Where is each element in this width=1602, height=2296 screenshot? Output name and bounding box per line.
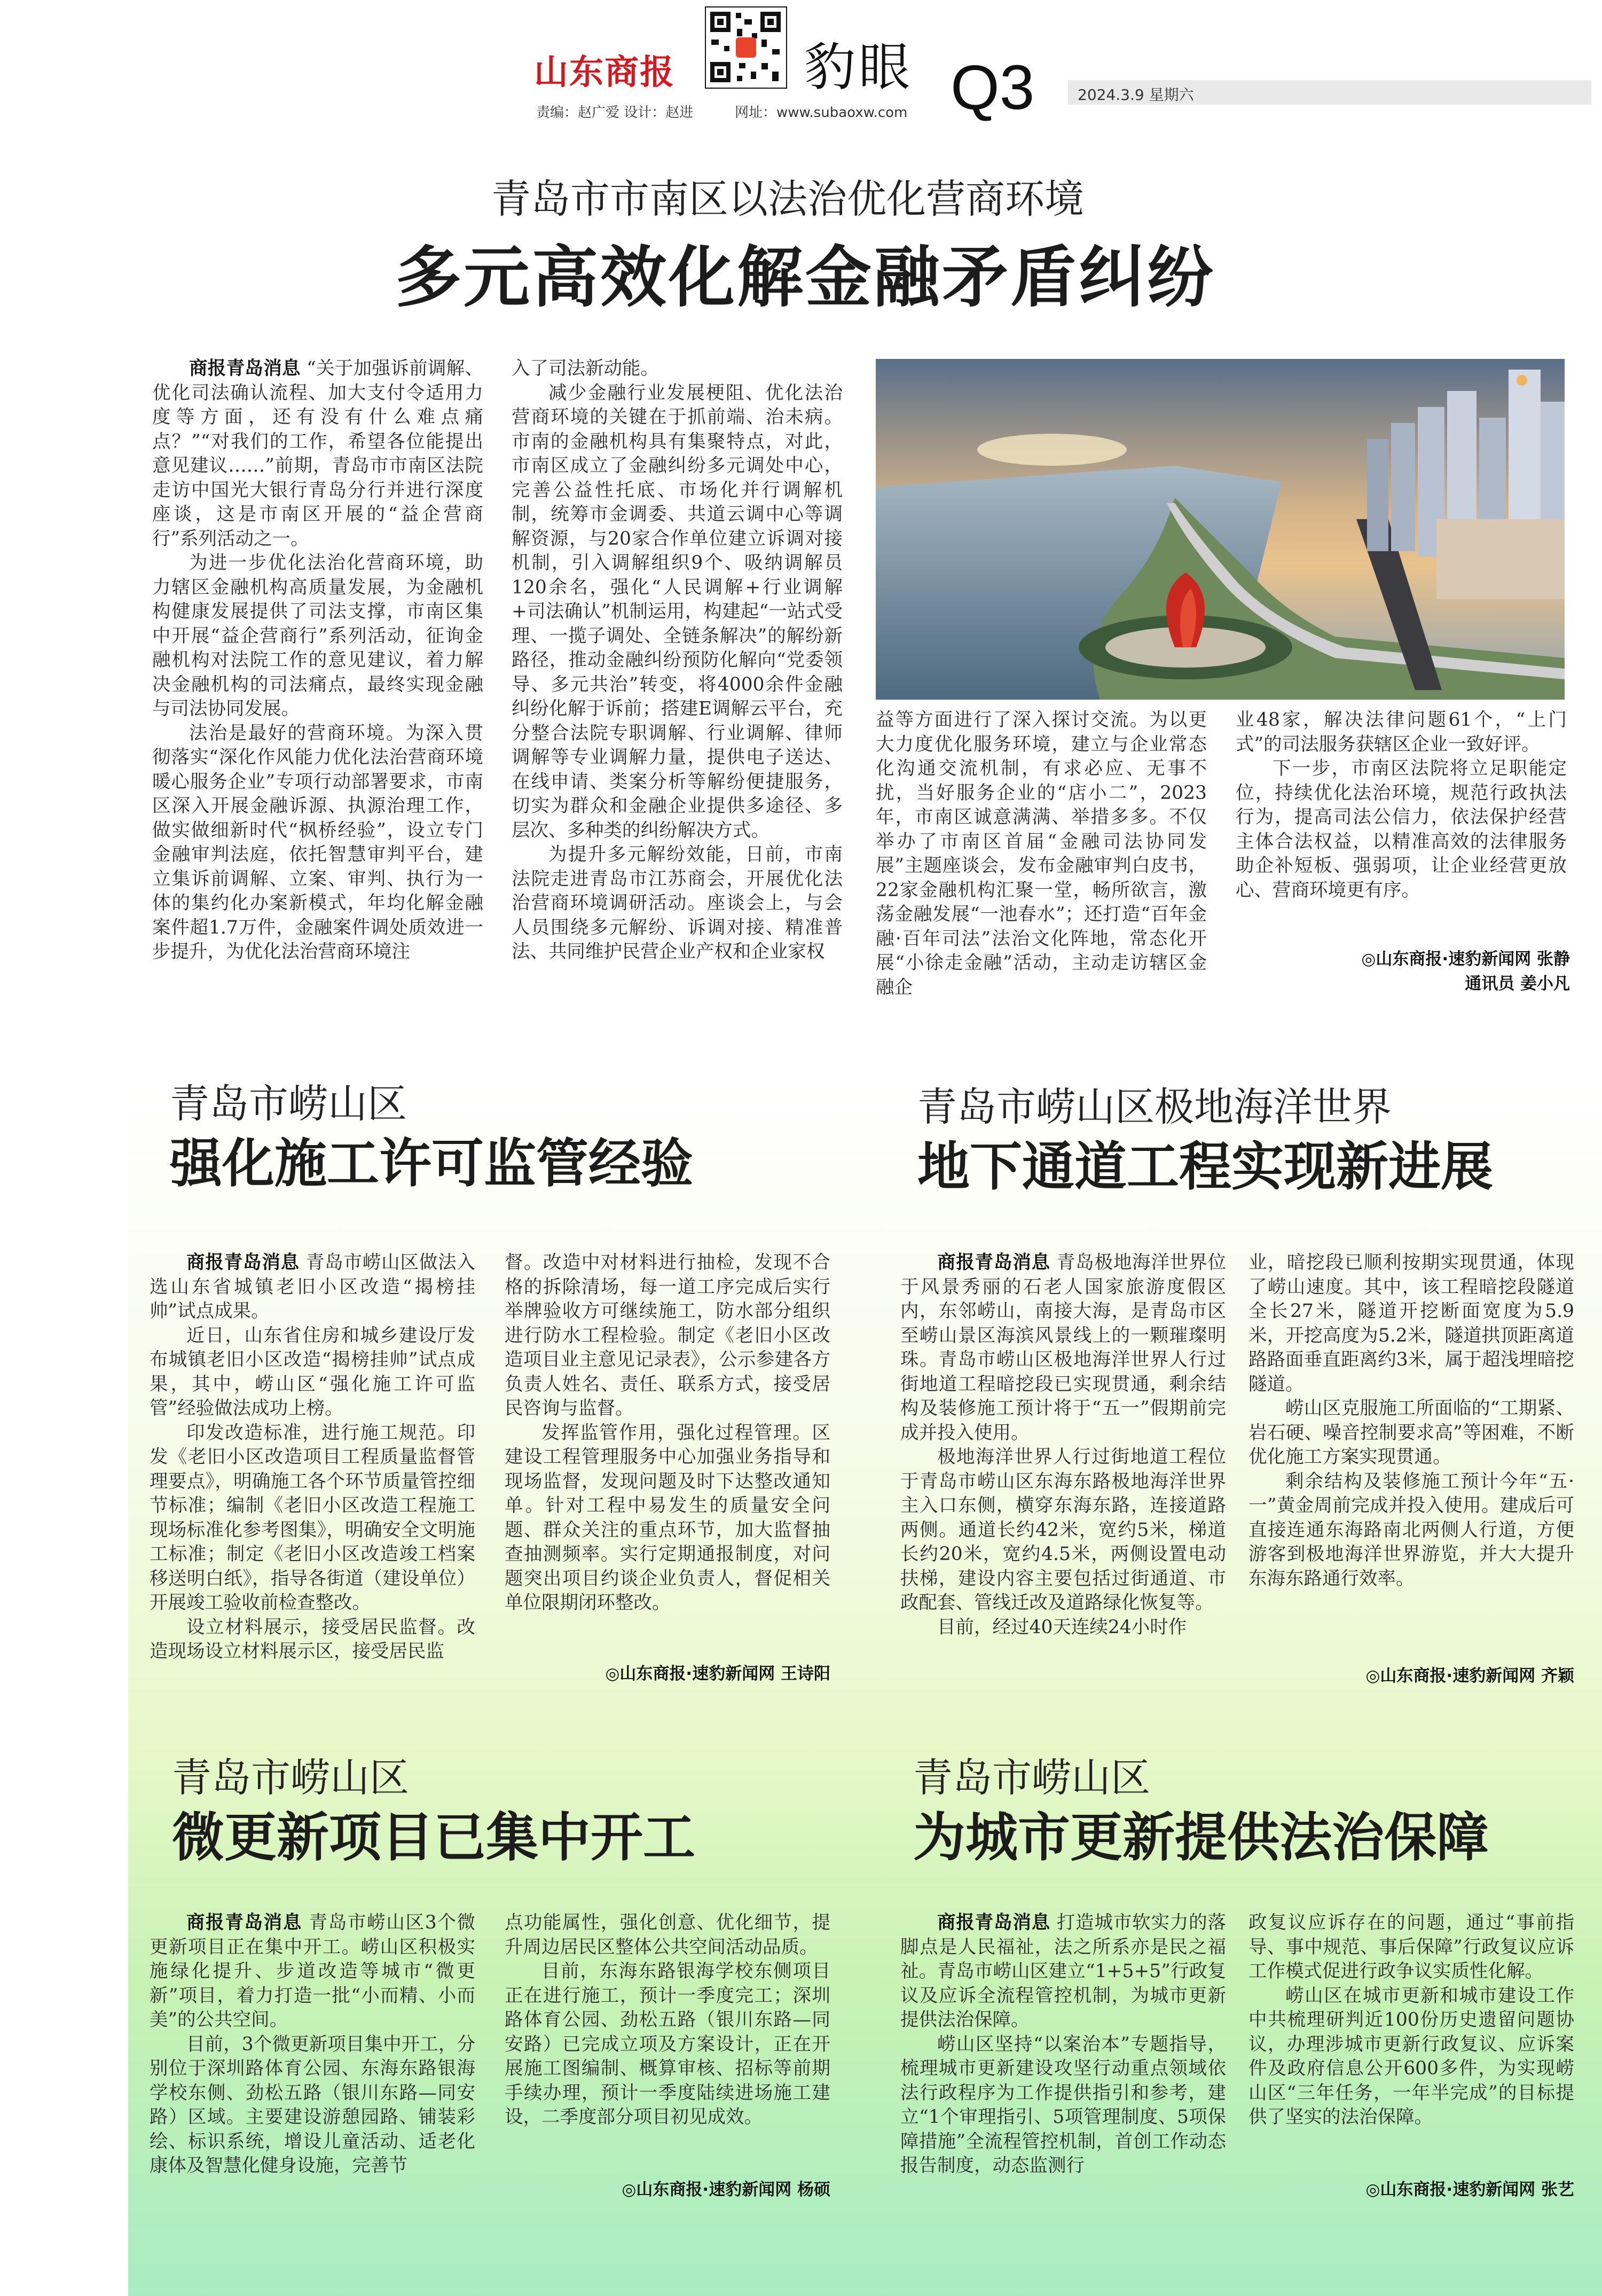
qingdao-skyline-photo	[876, 359, 1565, 700]
paragraph: 下一步，市南区法院将立足职能定位，持续优化法治环境，规范行政执法行为，提高司法公信力，依法保护经营主体合法权益，以精准高效的法律服务助企补短板、强弱项，让企业经营更放心、营商环境更有序。	[1236, 758, 1567, 901]
paragraph: 设立材料展示，接受居民监督。改造现场设立材料展示区，接受居民监	[150, 1616, 475, 1662]
paragraph: 减少金融行业发展梗阻、优化法治营商环境的关键在于抓前端、治未病。市南的金融机构具有集聚特点，对此，市南区成立了金融纠纷多元调处中心，完善公益性托底、市场化并行调解机制，统筹市金调委、共道云调中心等调解资源，与20家合作单位建立诉调对接机制，引入调解组织9个、吸纳调解员120余名，强化“人民调解+行业调解+司法确认”机制运用，构建起“一站式受理、一揽子调处、全链条解决”的解纷新路径，推动金融纠纷预防化解向“党委领导、多元共治”转变，将4000余件金融纠纷化解于诉前；搭建E调解云平台，充分整合法院专职调解、行业调解、律师调解等专业调解力量，提供电子送达、在线申请、类案分析等解纷便捷服务，切实为群众和金融企业提供多途径、多层次、多种类的纠纷解决方式。	[512, 382, 843, 841]
paragraph: 崂山区在城市更新和城市建设工作中共梳理研判近100份历史遗留问题协议，办理涉城市更新行政复议、应诉案件及政府信息公开600多件，为实现崂山区“三年任务，一年半完成”的目标提供了坚实的法治保障。	[1248, 1985, 1574, 2128]
article1-column-1	[152, 357, 483, 965]
article3-column-2	[1248, 1251, 1574, 1591]
article3-column-1	[900, 1251, 1226, 1640]
article4-column-2	[505, 1911, 830, 2130]
column-name: 豹眼	[804, 37, 913, 97]
paragraph: 极地海洋世界人行过街地道工程位于青岛市崂山区东海东路极地海洋世界主入口东侧，横穿东海东路，连接道路两侧。通道长约42米，宽约5米，梯道长约20米，宽约4.5米，两侧设置电动扶梯，建设内容主要包括过街通道、市政配套、管线迁改及道路绿化恢复等。	[900, 1446, 1226, 1613]
lead-label: 商报青岛消息	[937, 1912, 1051, 1933]
paragraph: 法治是最好的营商环境。为深入贯彻落实“深化作风能力优化法治营商环境暖心服务企业”专项行动部署要求，市南区深入开展金融诉源、执源治理工作，做实做细新时代“枫桥经验”，设立专门金融审判法庭，依托智慧审判平台，建立集诉前调解、立案、审判、执行为一体的集约化办案新模式，年均化解金融案件超1.7万件，金融案件调处质效进一步提升，为优化法治营商环境注	[152, 722, 483, 962]
qr-code-icon	[705, 6, 787, 89]
lead-label: 商报青岛消息	[937, 1252, 1051, 1273]
paragraph: 崂山区克服施工所面临的“工期紧、岩石硬、噪音控制要求高”等困难，不断优化施工方案实现贯通。	[1248, 1398, 1574, 1468]
lead-label: 商报青岛消息	[186, 1912, 303, 1933]
newspaper-masthead: 山东商报	[534, 53, 675, 92]
paragraph: 青岛市崂山区做法入选山东省城镇老旧小区改造“揭榜挂帅”试点成果。	[150, 1252, 476, 1322]
article5-kicker: 青岛市崂山区	[913, 1755, 1150, 1801]
article2-headline: 强化施工许可监管经验	[170, 1133, 694, 1194]
paragraph: “关于加强诉前调解、优化司法确认流程、加大支付令适用力度等方面，还有没有什么难点痛点？”“对我们的工作，希望各位能提出意见建议……”前期，青岛市市南区法院走访中国光大银行青岛分行并进行深度座谈，这是市南区开展的“益企营商行”系列活动之一。	[152, 358, 484, 550]
article3-headline: 地下通道工程实现新进展	[917, 1137, 1494, 1197]
paragraph: 目前，东海东路银海学校东侧项目正在进行施工，预计一季度完工；深圳路体育公园、劲松五路（银川东路—同安路）已完成立项及方案设计，正在开展施工图编制、概算审核、招标等前期手续办理，预计一季度陆续进场施工建设，二季度部分项目初见成效。	[505, 1961, 830, 2128]
paragraph: 点功能属性，强化创意、优化细节，提升周边居民区整体公共空间活动品质。	[505, 1912, 830, 1958]
paragraph: 业48家，解决法律问题61个，“上门式”的司法服务获辖区企业一致好评。	[1236, 709, 1567, 755]
article4-headline: 微更新项目已集中开工	[172, 1807, 696, 1868]
editor-credits: 责编：赵广爱 设计：赵进	[536, 105, 694, 121]
article4-byline: ◎山东商报·速豹新闻网 杨硕	[622, 2180, 830, 2199]
article1-headline: 多元高效化解金融矛盾纠纷	[395, 239, 1216, 316]
paragraph: 政复议应诉存在的问题，通过“事前指导、事中规范、事后保障”行政复议应诉工作模式促进行政争议实质性化解。	[1248, 1912, 1574, 1982]
paragraph: 打造城市软实力的落脚点是人民福祉，法之所系亦是民之福祉。青岛市崂山区建立“1+5+5”行政复议及应诉全流程管控机制，为城市更新提供法治保障。	[900, 1912, 1227, 2031]
article1-byline-correspondent: 通讯员 姜小凡	[1465, 974, 1570, 993]
paragraph: 崂山区坚持“以案治本”专题指导，梳理城市更新建设攻坚行动重点领域依法行政程序为工作提供指引和参考，建立“1个审理指引、5项管理制度、5项保障措施”全流程管控机制，首创工作动态报告制度，动态监测行	[900, 2033, 1226, 2176]
article1-byline: ◎山东商报·速豹新闻网 张静	[1361, 950, 1570, 969]
article1-column-2	[512, 357, 843, 965]
article4-column-1	[150, 1911, 475, 2179]
article5-column-1	[900, 1911, 1226, 2179]
paragraph: 青岛市崂山区3个微更新项目正在集中开工。崂山区积极实施绿化提升、步道改造等城市“微更新”项目，着力打造一批“小而精、小而美”的公共空间。	[150, 1912, 475, 2031]
article2-column-1	[150, 1251, 475, 1664]
article4-kicker: 青岛市崂山区	[172, 1755, 409, 1801]
article5-byline: ◎山东商报·速豹新闻网 张艺	[1365, 2180, 1574, 2199]
paragraph: 督。改造中对材料进行抽检，发现不合格的拆除清场，每一道工序完成后实行举牌验收方可继续施工，防水部分组织进行防水工程检验。制定《老旧小区改造项目业主意见记录表》，公示参建各方负责人姓名、责任、联系方式，接受居民咨询与监督。	[505, 1252, 830, 1419]
lead-label: 商报青岛消息	[189, 358, 301, 379]
paragraph: 入了司法新动能。	[512, 358, 659, 379]
article3-byline: ◎山东商报·速豹新闻网 齐颖	[1365, 1666, 1574, 1686]
paragraph: 发挥监管作用，强化过程管理。区建设工程管理服务中心加强业务指导和现场监督，发现问题及时下达整改通知单。针对工程中易发生的质量安全问题、群众关注的重点环节，加大监督抽查抽测频率。实行定期通报制度，对问题突出项目约谈企业负责人，督促相关单位限期闭环整改。	[505, 1422, 830, 1613]
issue-date: 2024.3.9 星期六	[1078, 86, 1194, 104]
paragraph: 近日，山东省住房和城乡建设厅发布城镇老旧小区改造“揭榜挂帅”试点成果，其中，崂山区“强化施工许可监管”经验做法成功上榜。	[150, 1325, 475, 1419]
article1-column-4	[1236, 708, 1567, 903]
lead-label: 商报青岛消息	[186, 1252, 300, 1273]
paragraph: 为进一步优化法治化营商环境，助力辖区金融机构高质量发展，为金融机构健康发展提供了司法支撑，市南区集中开展“益企营商行”系列活动，征询金融机构对法院工作的意见建议，着力解决金融机构的司法痛点，最终实现金融与司法协同发展。	[152, 552, 483, 719]
article2-byline: ◎山东商报·速豹新闻网 王诗阳	[605, 1664, 830, 1683]
paragraph: 青岛极地海洋世界位于风景秀丽的石老人国家旅游度假区内，东邻崂山，南接大海，是青岛市区至崂山景区海滨风景线上的一颗璀璨明珠。青岛市崂山区极地海洋世界人行过街地道工程暗挖段已实现贯通，剩余结构及装修施工预计将于“五一”假期前完成并投入使用。	[900, 1252, 1227, 1444]
paragraph: 印发改造标准，进行施工规范。印发《老旧小区改造项目工程质量监督管理要点》，明确施工各个环节质量管控细节标准；编制《老旧小区改造工程施工现场标准化参考图集》，明确安全文明施工标准；制定《老旧小区改造竣工档案移送明白纸》，指导各街道（建设单位）开展竣工验收前检查整改。	[150, 1422, 475, 1613]
page-number: Q3	[951, 52, 1035, 123]
article5-headline: 为城市更新提供法治保障	[913, 1807, 1489, 1868]
website-url: 网址：www.subaoxw.com	[735, 105, 908, 121]
paragraph: 益等方面进行了深入探讨交流。为以更大力度优化服务环境，建立与企业常态化沟通交流机制，有求必应、无事不扰，当好服务企业的“店小二”，2023年，市南区诚意满满、举措多多。不仅举办了市南区首届“金融司法协同发展”主题座谈会，发布金融审判白皮书，22家金融机构汇聚一堂，畅所欲言，激荡金融发展“一池春水”；还打造“百年金融·百年司法”法治文化阵地，常态化开展“小徐走金融”活动，主动走访辖区金融企	[876, 709, 1207, 998]
paragraph: 剩余结构及装修施工预计今年“五·一”黄金周前完成并投入使用。建成后可直接连通东海路南北两侧人行道，方便游客到极地海洋世界游览，并大大提升东海东路通行效率。	[1248, 1470, 1574, 1589]
article2-column-2	[505, 1251, 830, 1616]
paragraph: 目前，3个微更新项目集中开工，分别位于深圳路体育公园、东海东路银海学校东侧、劲松五路（银川东路—同安路）区域。主要建设游憩园路、铺装彩绘、标识系统，增设儿童活动、适老化康体及智慧化健身设施，完善节	[150, 2033, 475, 2176]
article2-kicker: 青岛市崂山区	[170, 1081, 407, 1127]
article1-kicker: 青岛市市南区以法治优化营商环境	[491, 176, 1084, 222]
article1-column-3	[876, 708, 1207, 1000]
article3-kicker: 青岛市崂山区极地海洋世界	[917, 1084, 1392, 1130]
page-header	[0, 0, 1602, 128]
article5-column-2	[1248, 1911, 1574, 2130]
paragraph: 业，暗挖段已顺利按期实现贯通，体现了崂山速度。其中，该工程暗挖段隧道全长27米，隧道开挖断面宽度为5.9米，开挖高度为5.2米，隧道拱顶距离道路路面垂直距离约3米，属于超浅埋暗挖隧道。	[1248, 1252, 1574, 1395]
paragraph: 为提升多元解纷效能，日前，市南法院走进青岛市江苏商会，开展优化法治营商环境调研活动。座谈会上，与会人员围绕多元解纷、诉调对接、精准普法、共同维护民营企业产权和企业家权	[512, 844, 843, 962]
paragraph: 目前，经过40天连续24小时作	[937, 1616, 1187, 1638]
